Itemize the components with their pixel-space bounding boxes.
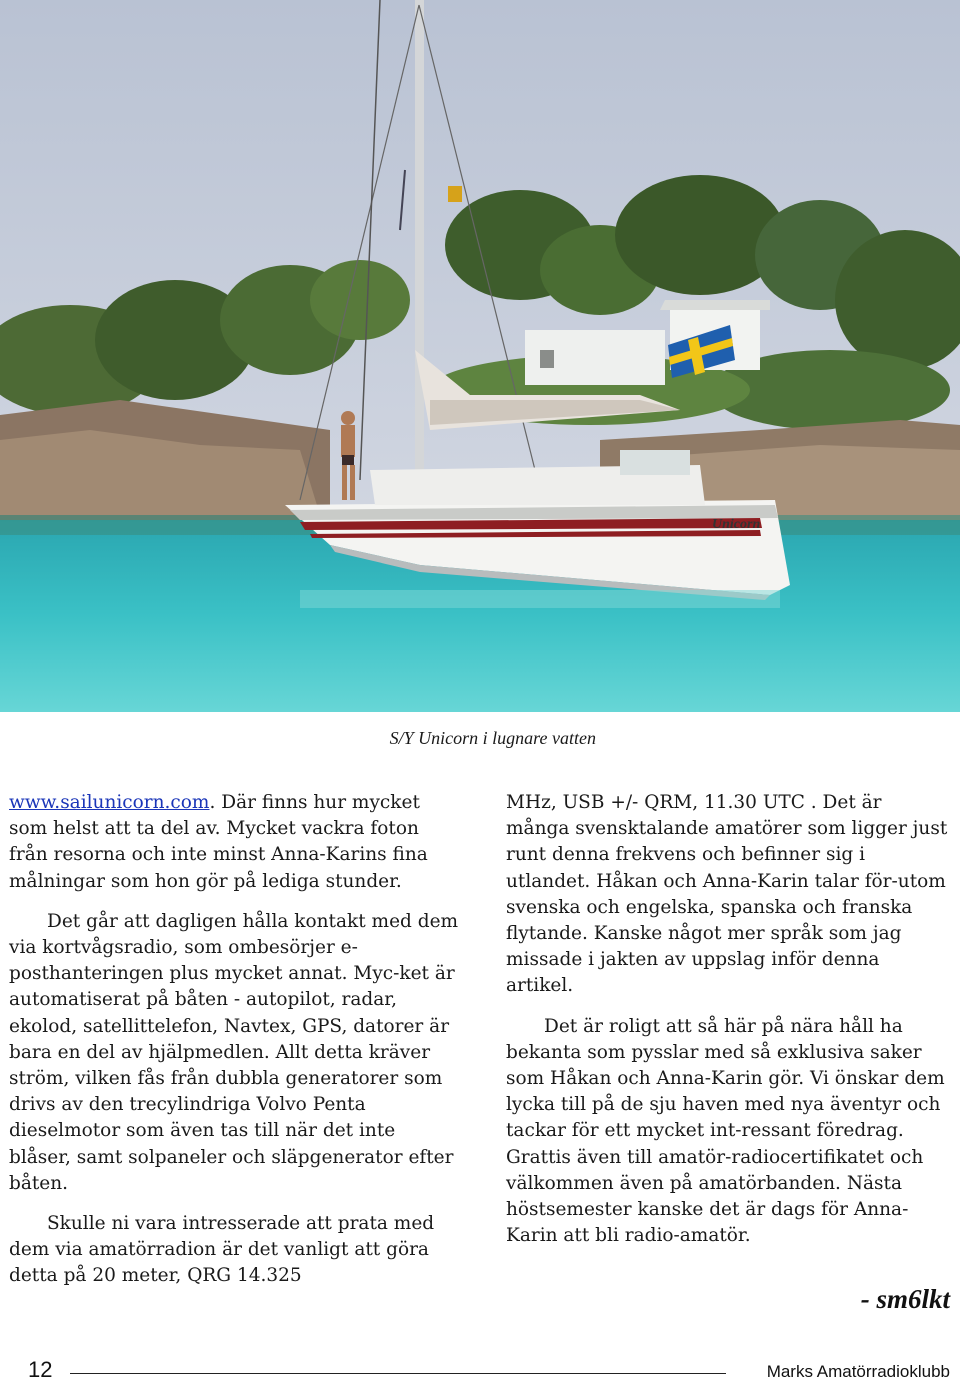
footer-club-name: Marks Amatörradioklubb [766,1362,950,1381]
article-left-column [9,790,459,1290]
courtesy-flag [448,186,462,202]
author-signature: - sm6lkt [860,1284,950,1314]
right-paragraph-2: Det är roligt att så här på nära håll ha bekanta som pysslar med så exklusiva saker som Håkan och Anna-Karin gör. Vi önskar dem lycka till på de sju haven med nya äventyr och tackar för ett mycket int-ressant föredrag. Grattis även till amatör-radiocertifikatet och välkommen även på amatörbanden. Nästa höstsemester kanske det är dags för Anna-Karin att bli radio-amatör. [506,1015,945,1247]
photo-caption: S/Y Unicorn i lugnare vatten [389,728,596,748]
page-number: 12 [28,1357,53,1382]
left-paragraph-2: Det går att dagligen hålla kontakt med dem via kortvågsradio, som ombesörjer e-posthanteringen plus mycket annat. Myc-ket är automatiserat på båten - autopilot, radar, ekolod, satellittelefon, Navtex, GPS, datorer är bara en del av hjälpmedlen. Allt detta kräver ström, vilken fås från dubbla generatorer som drivs av den trecylindriga Volvo Penta dieselmotor som även tas till när det inte blåser, samt solpaneler och släpgenerator efter båten. [9,910,459,1194]
right-paragraph-1: MHz, USB +/- QRM, 11.30 UTC . Det är många svensktalande amatörer som ligger just runt denna frekvens och befinner sig i utlandet. Håkan och Anna-Karin talar för-utom svenska och engelska, spanska och franska flytande. Kanske något mer språk som jag missade i jakten av uppslag inför denna artikel. [506,792,948,997]
left-paragraph-1 [9,790,459,895]
article-right-column [506,790,950,1249]
website-link[interactable]: www.sailunicorn.com [9,792,210,813]
left-paragraph-3: Skulle ni vara intresserade att prata med dem via amatörradion är det vanligt att göra detta på 20 meter, QRG 14.325 [9,1213,435,1287]
boat-name-text: Unicorn [712,517,761,532]
footer-divider [70,1373,726,1374]
left-paragraph-1-text: . Där finns hur mycket som helst att ta del av. Mycket vackra foton från resorna och inte minst Anna-Karins fina målningar som hon gör på lediga stunder. [9,792,428,892]
